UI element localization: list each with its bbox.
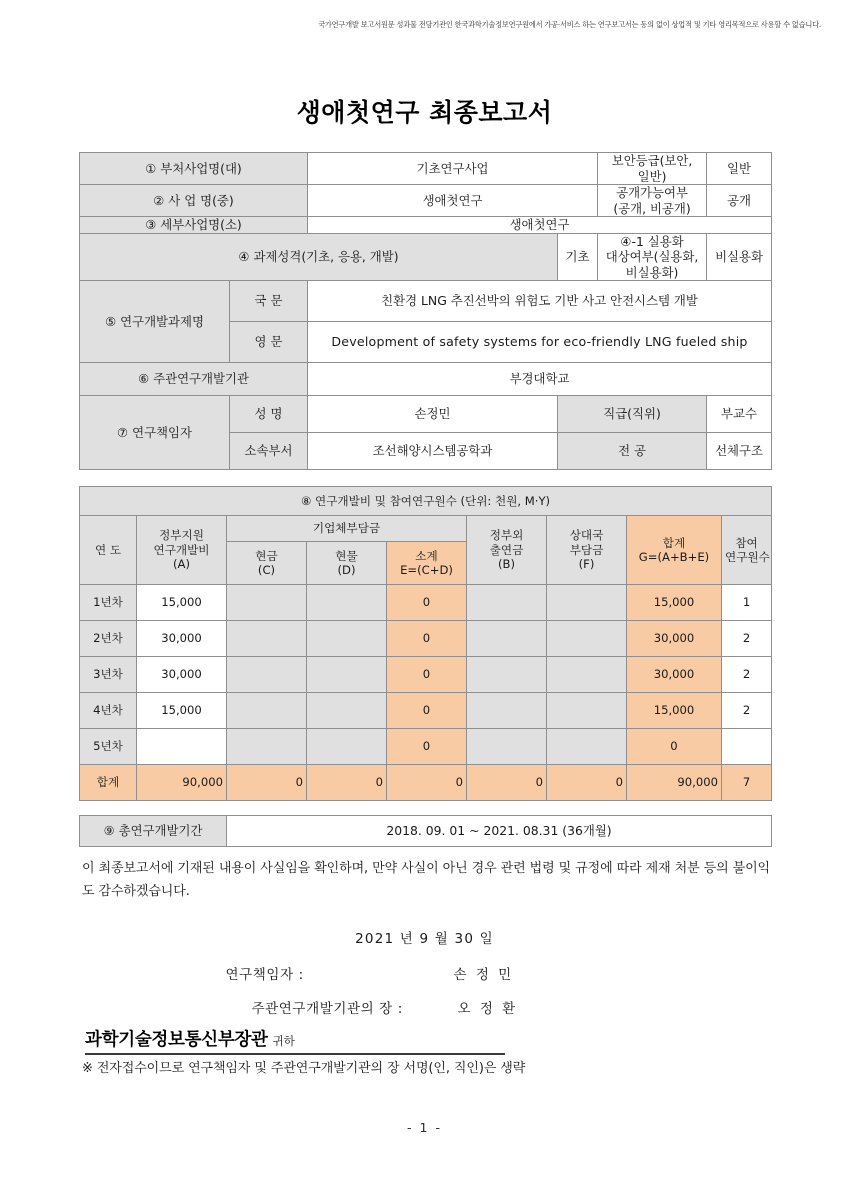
page-number: - 1 - xyxy=(407,1120,442,1135)
row-year: 2년차 xyxy=(80,621,137,657)
header-inkind xyxy=(307,542,387,585)
row-nongov xyxy=(467,657,547,693)
header-partner-l2: 부담금 xyxy=(569,542,604,557)
row-cash xyxy=(227,657,307,693)
header-total-l1: 합계 xyxy=(662,535,686,550)
row-gov-fund xyxy=(137,729,227,765)
pi-signature-label: 연구책임자 : xyxy=(225,967,304,983)
summary-nongov: 0 xyxy=(467,765,547,801)
table-row xyxy=(80,153,772,185)
row-gov-fund: 15,000 xyxy=(137,585,227,621)
english-title-label: 영 문 xyxy=(230,322,308,363)
program-name-value: 생애첫연구 xyxy=(308,185,598,217)
program-name-label: ② 사 업 명(중) xyxy=(80,185,308,217)
org-signature-label: 주관연구개발기관의 장 : xyxy=(251,1001,403,1017)
header-researchers-l2: 연구원수 xyxy=(725,550,770,564)
pi-major-label: 전 공 xyxy=(558,433,707,470)
row-total: 30,000 xyxy=(627,621,722,657)
table-row xyxy=(80,621,772,657)
security-grade-value: 일반 xyxy=(707,153,772,185)
electronic-submission-note: ※ 전자접수이므로 연구책임자 및 주관연구개발기관의 장 서명(인, 직인)은 생략 xyxy=(82,1061,526,1076)
row-gov-fund: 15,000 xyxy=(137,693,227,729)
row-researchers: 2 xyxy=(722,693,772,729)
korean-title-label: 국 문 xyxy=(230,281,308,322)
header-subtotal-l1: 소계 xyxy=(415,548,438,563)
host-institution-label: ⑥ 주관연구개발기관 xyxy=(80,363,308,396)
header-partner-l3: (F) xyxy=(578,557,595,572)
minister-addressee xyxy=(85,1026,505,1055)
org-signature-row xyxy=(0,997,849,1017)
minister-honorific: 귀하 xyxy=(272,1034,295,1048)
header-researchers-l1: 참여 xyxy=(735,535,758,550)
header-gov-fund-l2: 연구개발비 xyxy=(153,542,210,557)
host-institution-value: 부경대학교 xyxy=(308,363,772,396)
english-title-value: Development of safety systems for eco-friendly LNG fueled ship xyxy=(308,322,772,363)
header-gov-fund-l1: 정부지원 xyxy=(159,528,204,543)
table-row xyxy=(80,816,772,847)
table-row xyxy=(80,233,772,281)
korean-title-value: 친환경 LNG 추진선박의 위험도 기반 사고 안전시스템 개발 xyxy=(308,281,772,322)
commercialization-value: 비실용화 xyxy=(707,233,772,281)
sub-program-value: 생애첫연구 xyxy=(308,217,772,234)
header-partner-l1: 상대국 xyxy=(569,528,604,543)
row-partner xyxy=(547,693,627,729)
header-researchers xyxy=(722,516,772,585)
minister-title: 과학기술정보통신부장관 xyxy=(85,1030,268,1050)
pi-name-label: 성 명 xyxy=(230,396,308,433)
table-row xyxy=(80,396,772,433)
row-gov-fund: 30,000 xyxy=(137,621,227,657)
row-researchers: 2 xyxy=(722,657,772,693)
row-researchers xyxy=(722,729,772,765)
row-subtotal: 0 xyxy=(387,585,467,621)
header-grand-total xyxy=(627,516,722,585)
row-subtotal: 0 xyxy=(387,729,467,765)
header-nongov-fund xyxy=(467,516,547,585)
budget-caption: ⑧ 연구개발비 및 참여연구원수 (단위: 천원, M·Y) xyxy=(80,487,772,516)
row-gov-fund: 30,000 xyxy=(137,657,227,693)
summary-gov-fund: 90,000 xyxy=(137,765,227,801)
sub-program-label: ③ 세부사업명(소) xyxy=(80,217,308,234)
summary-partner: 0 xyxy=(547,765,627,801)
row-year: 5년차 xyxy=(80,729,137,765)
header-nongov-l3: (B) xyxy=(497,557,515,572)
row-cash xyxy=(227,621,307,657)
header-company-contribution: 기업체부담금 xyxy=(227,516,467,542)
disclosure-label: 공개가능여부(공개, 비공개) xyxy=(598,185,707,217)
budget-and-researchers-table xyxy=(79,486,772,801)
dept-program-value: 기초연구사업 xyxy=(308,153,598,185)
header-gov-fund xyxy=(137,516,227,585)
table-row xyxy=(80,729,772,765)
header-nongov-l2: 출연금 xyxy=(489,542,524,557)
row-partner xyxy=(547,621,627,657)
pi-name-value: 손정민 xyxy=(308,396,558,433)
header-subtotal xyxy=(387,542,467,585)
pi-rank-label: 직급(직위) xyxy=(558,396,707,433)
row-year: 4년차 xyxy=(80,693,137,729)
project-type-label: ④ 과제성격(기초, 응용, 개발) xyxy=(80,233,558,281)
row-inkind xyxy=(307,729,387,765)
pi-major-value: 선체구조 xyxy=(707,433,772,470)
row-partner xyxy=(547,657,627,693)
disclosure-value: 공개 xyxy=(707,185,772,217)
table-row xyxy=(80,185,772,217)
table-row xyxy=(80,693,772,729)
row-cash xyxy=(227,729,307,765)
row-nongov xyxy=(467,585,547,621)
header-total-l2: G=(A+B+E) xyxy=(638,550,710,564)
project-type-value: 기초 xyxy=(558,233,598,281)
research-period-table xyxy=(79,815,772,847)
signature-date: 2021 년 9 월 30 일 xyxy=(355,931,494,947)
project-title-label: ⑤ 연구개발과제명 xyxy=(80,281,230,363)
header-cash-l2: (C) xyxy=(257,563,276,577)
row-total: 15,000 xyxy=(627,585,722,621)
header-inkind-l1: 현물 xyxy=(335,548,358,563)
period-value: 2018. 09. 01 ~ 2021. 08.31 (36개월) xyxy=(227,816,772,847)
row-inkind xyxy=(307,693,387,729)
row-subtotal: 0 xyxy=(387,621,467,657)
commercialization-label: ④-1 실용화 대상여부(실용화, 비실용화) xyxy=(598,233,707,281)
table-row xyxy=(80,363,772,396)
row-inkind xyxy=(307,657,387,693)
pi-signature-name: 손 정 민 xyxy=(453,967,514,983)
pi-rank-value: 부교수 xyxy=(707,396,772,433)
header-inkind-l2: (D) xyxy=(337,563,356,577)
header-cash-l1: 현금 xyxy=(255,548,278,563)
summary-label: 합계 xyxy=(80,765,137,801)
row-total: 0 xyxy=(627,729,722,765)
header-subtotal-l2: E=(C+D) xyxy=(400,563,453,577)
table-row xyxy=(80,585,772,621)
row-nongov xyxy=(467,621,547,657)
pi-dept-value: 조선해양시스템공학과 xyxy=(308,433,558,470)
confirmation-statement: 이 최종보고서에 기재된 내용이 사실임을 확인하며, 만약 사실이 아닌 경우 관련 법령 및 규정에 따라 제재 처분 등의 불이익도 감수하겠습니다. xyxy=(82,861,770,899)
row-total: 30,000 xyxy=(627,657,722,693)
dept-program-label: ① 부처사업명(대) xyxy=(80,153,308,185)
summary-subtotal: 0 xyxy=(387,765,467,801)
budget-header-row-1 xyxy=(80,516,772,542)
summary-researchers: 7 xyxy=(722,765,772,801)
row-year: 1년차 xyxy=(80,585,137,621)
row-nongov xyxy=(467,693,547,729)
row-partner xyxy=(547,729,627,765)
row-total: 15,000 xyxy=(627,693,722,729)
row-subtotal: 0 xyxy=(387,657,467,693)
security-grade-label: 보안등급(보안, 일반) xyxy=(598,153,707,185)
pi-signature-row xyxy=(0,963,849,983)
header-year: 연 도 xyxy=(80,516,137,585)
copyright-notice: 국가연구개발 보고서원문 성과물 전담기관인 한국과학기술정보연구원에서 가공·서비스 하는 연구보고서는 동의 없이 상업적 및 기타 영리목적으로 사용할 수 없습니다. xyxy=(318,20,821,29)
row-cash xyxy=(227,693,307,729)
row-partner xyxy=(547,585,627,621)
row-cash xyxy=(227,585,307,621)
header-partner-country xyxy=(547,516,627,585)
period-label: ⑨ 총연구개발기간 xyxy=(80,816,227,847)
pi-label: ⑦ 연구책임자 xyxy=(80,396,230,470)
table-row xyxy=(80,657,772,693)
pi-dept-label: 소속부서 xyxy=(230,433,308,470)
row-nongov xyxy=(467,729,547,765)
project-info-table xyxy=(79,152,772,470)
row-researchers: 2 xyxy=(722,621,772,657)
summary-row xyxy=(80,765,772,801)
header-gov-fund-l3: (A) xyxy=(173,557,190,572)
budget-caption-row xyxy=(80,487,772,516)
row-subtotal: 0 xyxy=(387,693,467,729)
row-researchers: 1 xyxy=(722,585,772,621)
table-row xyxy=(80,217,772,234)
summary-total: 90,000 xyxy=(627,765,722,801)
row-inkind xyxy=(307,585,387,621)
row-inkind xyxy=(307,621,387,657)
header-nongov-l1: 정부외 xyxy=(489,528,524,543)
page-title: 생애첫연구 최종보고서 xyxy=(296,98,553,127)
summary-cash: 0 xyxy=(227,765,307,801)
summary-inkind: 0 xyxy=(307,765,387,801)
table-row xyxy=(80,281,772,322)
org-signature-name: 오 정 환 xyxy=(457,1001,518,1017)
row-year: 3년차 xyxy=(80,657,137,693)
header-cash xyxy=(227,542,307,585)
